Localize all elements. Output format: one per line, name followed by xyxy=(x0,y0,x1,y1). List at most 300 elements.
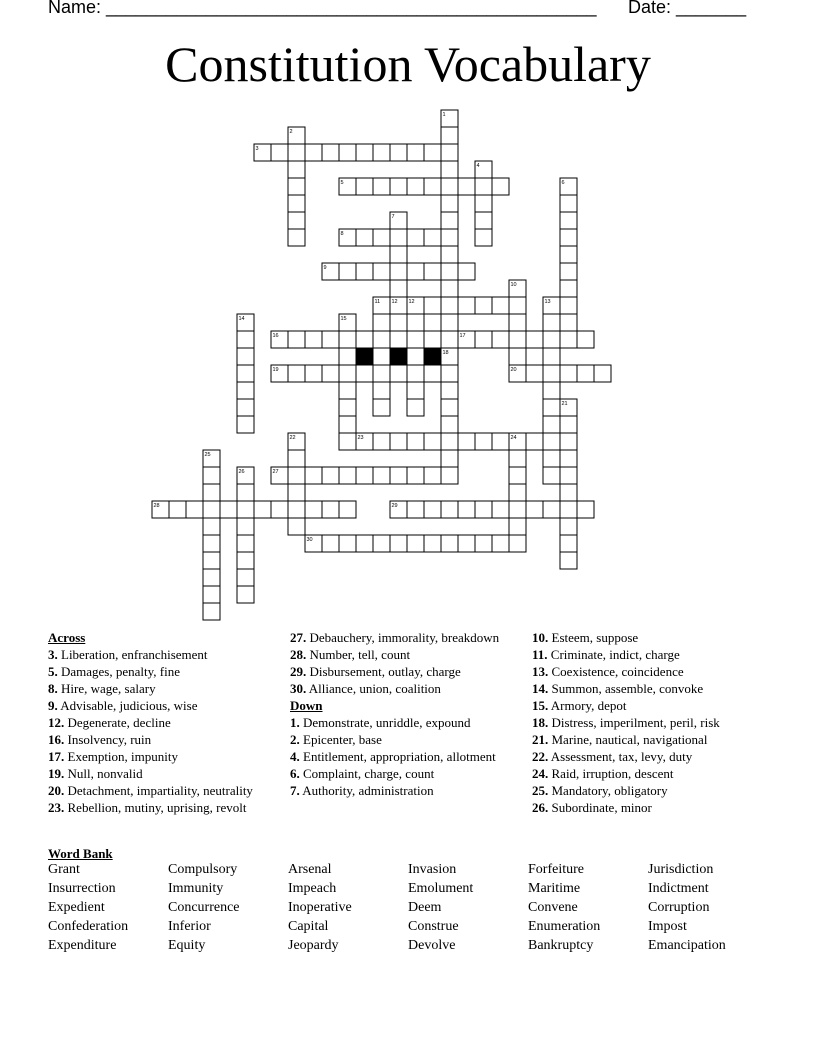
grid-cell[interactable] xyxy=(356,263,373,280)
grid-cell[interactable] xyxy=(560,416,577,433)
grid-cell[interactable] xyxy=(373,178,390,195)
grid-cell[interactable] xyxy=(322,535,339,552)
grid-cell[interactable] xyxy=(339,467,356,484)
grid-cell[interactable] xyxy=(288,212,305,229)
grid-cell[interactable] xyxy=(169,501,186,518)
clue-text: Assessment, tax, levy, duty xyxy=(548,749,693,764)
grid-cell[interactable] xyxy=(560,212,577,229)
grid-cell[interactable] xyxy=(560,229,577,246)
grid-cell[interactable] xyxy=(305,467,322,484)
grid-cell[interactable] xyxy=(543,382,560,399)
grid-cell[interactable] xyxy=(203,586,220,603)
grid-cell[interactable] xyxy=(407,365,424,382)
grid-cell[interactable] xyxy=(390,263,407,280)
grid-cell[interactable] xyxy=(254,501,271,518)
clue xyxy=(290,680,522,697)
grid-cell[interactable] xyxy=(560,467,577,484)
clue-number: 29. xyxy=(290,664,307,679)
grid-cell[interactable] xyxy=(424,263,441,280)
grid-cell[interactable] xyxy=(373,229,390,246)
grid-cell[interactable] xyxy=(441,178,458,195)
clue-text: Authority, administration xyxy=(299,783,434,798)
grid-cell[interactable] xyxy=(475,212,492,229)
grid-cell[interactable] xyxy=(475,433,492,450)
clue-text: Marine, nautical, navigational xyxy=(548,732,708,747)
clue-number: 4. xyxy=(290,749,300,764)
grid-cell[interactable] xyxy=(373,399,390,416)
grid-cell[interactable] xyxy=(373,433,390,450)
grid-cell[interactable] xyxy=(288,484,305,501)
clue-text: Summon, assemble, convoke xyxy=(548,681,704,696)
word-bank-word: Grant xyxy=(48,862,80,877)
grid-cell[interactable] xyxy=(543,433,560,450)
word-bank-word: Compulsory xyxy=(168,862,238,877)
grid-cell[interactable] xyxy=(237,399,254,416)
grid-cell[interactable] xyxy=(186,501,203,518)
clue-text: Insolvency, ruin xyxy=(64,732,152,747)
grid-cell[interactable] xyxy=(458,297,475,314)
grid-clue-number: 14 xyxy=(238,316,245,322)
grid-cell[interactable] xyxy=(237,569,254,586)
grid-cell[interactable] xyxy=(560,365,577,382)
grid-cell[interactable] xyxy=(322,467,339,484)
grid-cell[interactable] xyxy=(509,484,526,501)
grid-cell[interactable] xyxy=(458,433,475,450)
grid-cell[interactable] xyxy=(560,246,577,263)
clue-number: 30. xyxy=(290,681,307,696)
grid-cell[interactable] xyxy=(509,450,526,467)
word-bank-word: Arsenal xyxy=(288,862,332,877)
clues-column-3 xyxy=(532,629,764,816)
grid-cell[interactable] xyxy=(594,365,611,382)
grid-clue-number: 16 xyxy=(272,333,279,339)
grid-cell[interactable] xyxy=(509,297,526,314)
grid-cell[interactable] xyxy=(373,314,390,331)
clue xyxy=(48,663,280,680)
grid-cell[interactable] xyxy=(305,365,322,382)
grid-cell[interactable] xyxy=(543,365,560,382)
word-bank-word: Impost xyxy=(648,919,687,934)
grid-cell[interactable] xyxy=(526,501,543,518)
grid-clue-number: 1 xyxy=(442,112,446,118)
clue-number: 6. xyxy=(290,766,300,781)
grid-cell[interactable] xyxy=(407,331,424,348)
grid-cell[interactable] xyxy=(475,501,492,518)
grid-cell[interactable] xyxy=(407,535,424,552)
grid-cell[interactable] xyxy=(492,178,509,195)
grid-cell[interactable] xyxy=(390,246,407,263)
grid-cell[interactable] xyxy=(441,212,458,229)
grid-block xyxy=(356,348,373,365)
grid-cell[interactable] xyxy=(271,501,288,518)
grid-cell[interactable] xyxy=(492,535,509,552)
grid-cell[interactable] xyxy=(441,280,458,297)
grid-cell[interactable] xyxy=(203,484,220,501)
grid-cell[interactable] xyxy=(288,467,305,484)
grid-cell[interactable] xyxy=(407,467,424,484)
clue-text: Armory, depot xyxy=(548,698,627,713)
grid-cell[interactable] xyxy=(390,467,407,484)
grid-clue-number: 24 xyxy=(510,435,517,441)
grid-cell[interactable] xyxy=(373,348,390,365)
grid-cell[interactable] xyxy=(373,331,390,348)
grid-cell[interactable] xyxy=(305,331,322,348)
grid-clue-number: 7 xyxy=(391,214,395,220)
grid-cell[interactable] xyxy=(322,144,339,161)
clue xyxy=(532,748,764,765)
grid-cell[interactable] xyxy=(492,433,509,450)
grid-cell[interactable] xyxy=(356,178,373,195)
grid-cell[interactable] xyxy=(339,348,356,365)
grid-cell[interactable] xyxy=(441,535,458,552)
grid-cell[interactable] xyxy=(305,501,322,518)
grid-cell[interactable] xyxy=(475,535,492,552)
grid-cell[interactable] xyxy=(560,535,577,552)
grid-cell[interactable] xyxy=(407,229,424,246)
grid-cell[interactable] xyxy=(407,433,424,450)
grid-cell[interactable] xyxy=(424,331,441,348)
grid-cell[interactable] xyxy=(458,535,475,552)
word-bank-word: Construe xyxy=(408,919,459,934)
grid-cell[interactable] xyxy=(441,314,458,331)
grid-cell[interactable] xyxy=(441,297,458,314)
grid-clue-number: 27 xyxy=(272,469,279,475)
grid-cell[interactable] xyxy=(203,569,220,586)
grid-clue-number: 30 xyxy=(306,537,313,543)
grid-clue-number: 12 xyxy=(391,299,398,305)
grid-cell[interactable] xyxy=(390,280,407,297)
grid-clue-number: 22 xyxy=(289,435,296,441)
grid-cell[interactable] xyxy=(424,144,441,161)
grid-cell[interactable] xyxy=(441,144,458,161)
clue xyxy=(532,646,764,663)
grid-cell[interactable] xyxy=(509,535,526,552)
grid-cell[interactable] xyxy=(339,416,356,433)
grid-cell[interactable] xyxy=(475,297,492,314)
clue xyxy=(290,714,522,731)
grid-cell[interactable] xyxy=(441,161,458,178)
clue-text: Epicenter, base xyxy=(299,732,382,747)
grid-cell[interactable] xyxy=(560,518,577,535)
grid-block xyxy=(390,348,407,365)
clue-text: Mandatory, obligatory xyxy=(548,783,668,798)
grid-cell[interactable] xyxy=(424,297,441,314)
grid-cell[interactable] xyxy=(288,501,305,518)
grid-cell[interactable] xyxy=(407,263,424,280)
grid-cell[interactable] xyxy=(288,178,305,195)
grid-cell[interactable] xyxy=(441,399,458,416)
grid-cell[interactable] xyxy=(458,501,475,518)
grid-clue-number: 21 xyxy=(561,401,568,407)
grid-cell[interactable] xyxy=(237,365,254,382)
word-bank-word: Capital xyxy=(288,919,329,934)
grid-cell[interactable] xyxy=(356,229,373,246)
grid-cell[interactable] xyxy=(322,365,339,382)
grid-cell[interactable] xyxy=(339,501,356,518)
grid-cell[interactable] xyxy=(577,331,594,348)
grid-cell[interactable] xyxy=(441,501,458,518)
clue-text: Esteem, suppose xyxy=(548,630,639,645)
grid-cell[interactable] xyxy=(407,178,424,195)
grid-cell[interactable] xyxy=(339,535,356,552)
grid-cell[interactable] xyxy=(237,501,254,518)
grid-cell[interactable] xyxy=(560,484,577,501)
word-bank-word: Maritime xyxy=(528,881,581,896)
grid-cell[interactable] xyxy=(288,518,305,535)
grid-cell[interactable] xyxy=(441,127,458,144)
grid-cell[interactable] xyxy=(237,586,254,603)
clue-number: 25. xyxy=(532,783,549,798)
grid-cell[interactable] xyxy=(441,331,458,348)
grid-cell[interactable] xyxy=(424,501,441,518)
grid-cell[interactable] xyxy=(220,501,237,518)
grid-cell[interactable] xyxy=(288,161,305,178)
grid-cell[interactable] xyxy=(390,365,407,382)
grid-cell[interactable] xyxy=(203,501,220,518)
grid-cell[interactable] xyxy=(203,467,220,484)
grid-cell[interactable] xyxy=(441,263,458,280)
grid-cell[interactable] xyxy=(373,467,390,484)
grid-clue-number: 19 xyxy=(272,367,279,373)
grid-cell[interactable] xyxy=(407,314,424,331)
clue-text: Detachment, impartiality, neutrality xyxy=(64,783,253,798)
grid-cell[interactable] xyxy=(339,382,356,399)
word-bank-word: Enumeration xyxy=(528,919,601,934)
grid-cell[interactable] xyxy=(237,535,254,552)
clue-number: 2. xyxy=(290,732,300,747)
clue-text: Entitlement, appropriation, allotment xyxy=(299,749,496,764)
grid-cell[interactable] xyxy=(424,365,441,382)
grid-cell[interactable] xyxy=(560,195,577,212)
grid-cell[interactable] xyxy=(390,178,407,195)
clue-text: Criminate, indict, charge xyxy=(547,647,680,662)
clue-text: Rebellion, mutiny, uprising, revolt xyxy=(64,800,247,815)
grid-cell[interactable] xyxy=(373,365,390,382)
clue xyxy=(532,765,764,782)
grid-cell[interactable] xyxy=(237,416,254,433)
grid-cell[interactable] xyxy=(390,144,407,161)
grid-cell[interactable] xyxy=(373,535,390,552)
grid-cell[interactable] xyxy=(475,229,492,246)
word-bank-word: Confederation xyxy=(48,919,129,934)
grid-cell[interactable] xyxy=(560,433,577,450)
grid-cell[interactable] xyxy=(441,246,458,263)
grid-cell[interactable] xyxy=(271,144,288,161)
grid-cell[interactable] xyxy=(373,263,390,280)
grid-cell[interactable] xyxy=(203,552,220,569)
clues-column-2 xyxy=(290,629,522,799)
grid-cell[interactable] xyxy=(560,552,577,569)
grid-cell[interactable] xyxy=(560,331,577,348)
clue xyxy=(290,782,522,799)
word-bank-word: Immunity xyxy=(168,881,224,896)
grid-cell[interactable] xyxy=(288,331,305,348)
grid-cell[interactable] xyxy=(390,331,407,348)
grid-cell[interactable] xyxy=(424,178,441,195)
grid-cell[interactable] xyxy=(475,178,492,195)
clue-number: 1. xyxy=(290,715,300,730)
grid-cell[interactable] xyxy=(390,314,407,331)
word-bank-word: Emolument xyxy=(408,881,474,896)
grid-cell[interactable] xyxy=(441,416,458,433)
grid-cell[interactable] xyxy=(492,501,509,518)
grid-cell[interactable] xyxy=(560,501,577,518)
clue xyxy=(48,714,280,731)
grid-cell[interactable] xyxy=(356,144,373,161)
grid-clue-number: 11 xyxy=(374,299,381,305)
grid-cell[interactable] xyxy=(339,399,356,416)
name-field-label[interactable]: Name: _________________________________________________ xyxy=(48,0,597,17)
grid-cell[interactable] xyxy=(577,501,594,518)
grid-cell[interactable] xyxy=(424,467,441,484)
clue-number: 21. xyxy=(532,732,549,747)
grid-cell[interactable] xyxy=(543,331,560,348)
word-bank-word: Convene xyxy=(528,900,578,915)
clue-number: 18. xyxy=(532,715,549,730)
grid-cell[interactable] xyxy=(322,501,339,518)
grid-cell[interactable] xyxy=(560,450,577,467)
grid-cell[interactable] xyxy=(560,280,577,297)
grid-cell[interactable] xyxy=(237,484,254,501)
grid-cell[interactable] xyxy=(543,416,560,433)
grid-cell[interactable] xyxy=(441,229,458,246)
grid-clue-number: 15 xyxy=(340,316,347,322)
grid-cell[interactable] xyxy=(356,467,373,484)
grid-cell[interactable] xyxy=(441,382,458,399)
clue xyxy=(532,731,764,748)
date-field-label[interactable]: Date: _______ xyxy=(628,0,747,17)
grid-cell[interactable] xyxy=(390,433,407,450)
grid-clue-number: 20 xyxy=(510,367,517,373)
grid-cell[interactable] xyxy=(237,382,254,399)
grid-cell[interactable] xyxy=(526,365,543,382)
grid-cell[interactable] xyxy=(356,331,373,348)
grid-cell[interactable] xyxy=(237,348,254,365)
grid-cell[interactable] xyxy=(339,144,356,161)
grid-cell[interactable] xyxy=(560,314,577,331)
grid-clue-number: 5 xyxy=(340,180,344,186)
grid-cell[interactable] xyxy=(441,433,458,450)
grid-cell[interactable] xyxy=(458,178,475,195)
word-bank-word: Bankruptcy xyxy=(528,938,594,953)
grid-cell[interactable] xyxy=(390,229,407,246)
clue-number: 9. xyxy=(48,698,58,713)
grid-cell[interactable] xyxy=(475,195,492,212)
clue-number: 13. xyxy=(532,664,549,679)
grid-cell[interactable] xyxy=(441,450,458,467)
grid-cell[interactable] xyxy=(458,263,475,280)
grid-cell[interactable] xyxy=(424,535,441,552)
word-bank-word: Deem xyxy=(408,900,442,915)
grid-cell[interactable] xyxy=(509,518,526,535)
grid-cell[interactable] xyxy=(509,331,526,348)
grid-cell[interactable] xyxy=(407,501,424,518)
grid-cell[interactable] xyxy=(424,433,441,450)
grid-cell[interactable] xyxy=(509,314,526,331)
grid-cell[interactable] xyxy=(339,433,356,450)
clue-number: 20. xyxy=(48,783,65,798)
grid-cell[interactable] xyxy=(441,195,458,212)
grid-cell[interactable] xyxy=(441,365,458,382)
grid-cell[interactable] xyxy=(543,314,560,331)
grid-cell[interactable] xyxy=(390,535,407,552)
clue-number: 10. xyxy=(532,630,549,645)
grid-cell[interactable] xyxy=(543,399,560,416)
grid-cell[interactable] xyxy=(577,365,594,382)
grid-cell[interactable] xyxy=(543,450,560,467)
grid-cell[interactable] xyxy=(237,518,254,535)
grid-cell[interactable] xyxy=(441,467,458,484)
grid-cell[interactable] xyxy=(203,518,220,535)
grid-cell[interactable] xyxy=(237,552,254,569)
page-title: Constitution Vocabulary xyxy=(165,36,651,92)
grid-cell[interactable] xyxy=(560,263,577,280)
grid-cell[interactable] xyxy=(492,297,509,314)
grid-cell[interactable] xyxy=(356,365,373,382)
grid-cell[interactable] xyxy=(424,229,441,246)
grid-cell[interactable] xyxy=(322,331,339,348)
grid-cell[interactable] xyxy=(288,144,305,161)
grid-cell[interactable] xyxy=(305,144,322,161)
grid-clue-number: 3 xyxy=(255,146,259,152)
clue xyxy=(290,663,522,680)
grid-cell[interactable] xyxy=(288,450,305,467)
clue-number: 15. xyxy=(532,698,549,713)
grid-cell[interactable] xyxy=(475,331,492,348)
clue-text: Complaint, charge, count xyxy=(299,766,435,781)
clue xyxy=(532,663,764,680)
grid-clue-number: 4 xyxy=(476,163,480,169)
word-bank-word: Expedient xyxy=(48,900,105,915)
grid-cell[interactable] xyxy=(560,297,577,314)
grid-cell[interactable] xyxy=(288,229,305,246)
grid-cell[interactable] xyxy=(339,365,356,382)
grid-cell[interactable] xyxy=(509,467,526,484)
grid-cell[interactable] xyxy=(543,467,560,484)
grid-cell[interactable] xyxy=(407,382,424,399)
grid-cell[interactable] xyxy=(407,399,424,416)
grid-cell[interactable] xyxy=(526,433,543,450)
grid-cell[interactable] xyxy=(509,501,526,518)
clue-number: 24. xyxy=(532,766,549,781)
grid-cell[interactable] xyxy=(339,263,356,280)
grid-clue-number: 10 xyxy=(510,282,517,288)
grid-cell[interactable] xyxy=(492,331,509,348)
grid-cell[interactable] xyxy=(339,331,356,348)
grid-cell[interactable] xyxy=(203,603,220,620)
clue xyxy=(532,782,764,799)
clue xyxy=(290,731,522,748)
grid-cell[interactable] xyxy=(373,382,390,399)
grid-cell[interactable] xyxy=(288,195,305,212)
grid-cell[interactable] xyxy=(543,501,560,518)
clue xyxy=(532,680,764,697)
word-bank xyxy=(48,845,768,957)
grid-cell[interactable] xyxy=(543,348,560,365)
clue-number: 19. xyxy=(48,766,65,781)
clue-number: 16. xyxy=(48,732,65,747)
grid-cell[interactable] xyxy=(407,144,424,161)
grid-cell[interactable] xyxy=(203,535,220,552)
grid-cell[interactable] xyxy=(373,144,390,161)
grid-cell[interactable] xyxy=(407,348,424,365)
clue-text: Null, nonvalid xyxy=(64,766,143,781)
grid-cell[interactable] xyxy=(526,331,543,348)
grid-cell[interactable] xyxy=(356,535,373,552)
grid-cell[interactable] xyxy=(237,331,254,348)
grid-cell[interactable] xyxy=(509,348,526,365)
grid-cell[interactable] xyxy=(288,365,305,382)
